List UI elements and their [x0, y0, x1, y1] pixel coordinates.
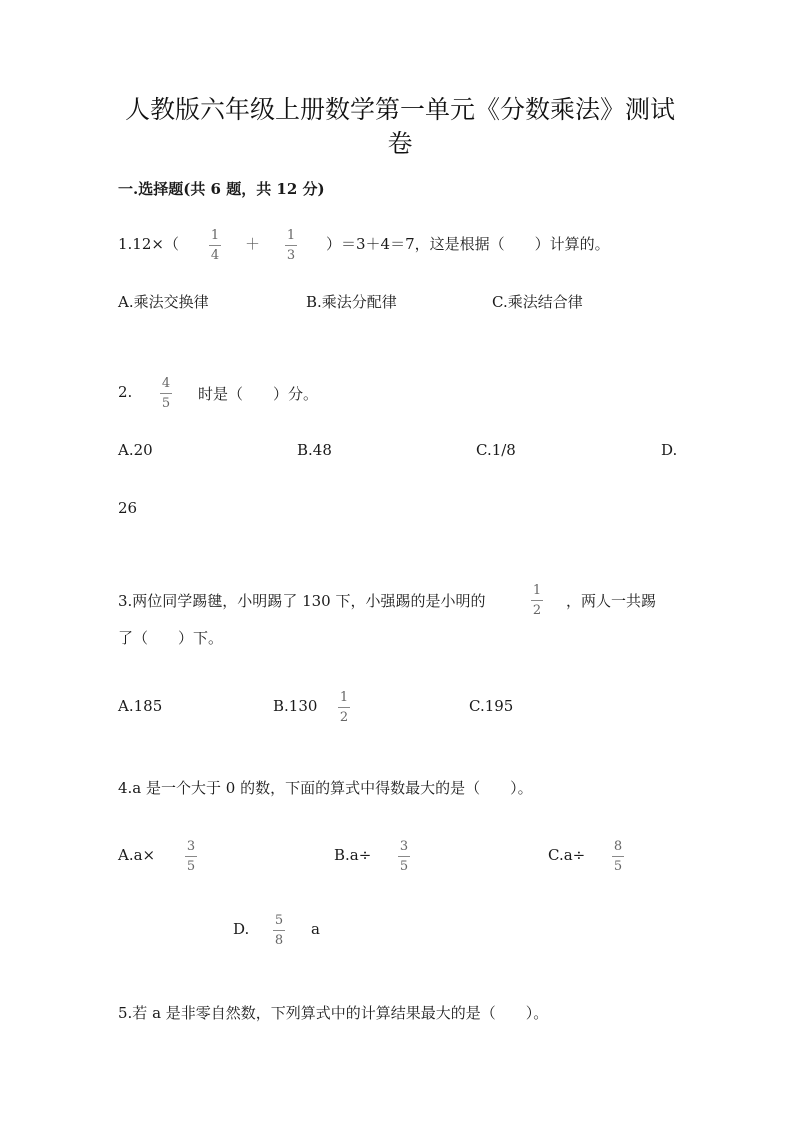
fraction-bar	[285, 245, 297, 246]
fraction-bar	[273, 930, 285, 931]
question-4-text: 4.a 是一个大于 0 的数，下面的算式中得数最大的是（ ）。	[118, 779, 533, 797]
fraction-numerator: 3	[399, 839, 409, 854]
question-2-suffix: 时是（ ）分。	[198, 385, 319, 403]
fraction-bar	[531, 600, 543, 601]
question-1-prefix: 1.12×（	[118, 235, 179, 253]
fraction-bar	[160, 393, 172, 394]
fraction-1-4	[209, 228, 221, 263]
fraction-bar	[338, 707, 350, 708]
page-title: 人教版六年级上册数学第一单元《分数乘法》测试	[124, 95, 675, 124]
fraction-denominator: 8	[274, 933, 284, 948]
option-c: C.195	[469, 697, 514, 715]
fraction-bar	[612, 856, 624, 857]
question-1-suffix: ）＝3＋4＝7，这是根据（ ）计算的。	[326, 235, 610, 253]
option-c: C.乘法结合律	[492, 293, 583, 311]
fraction-numerator: 1	[210, 228, 220, 243]
option-b: B.48	[297, 441, 332, 459]
option-b: B.a÷	[334, 846, 372, 864]
fraction-bar	[398, 856, 410, 857]
fraction-numerator: 4	[161, 376, 171, 391]
fraction-1-2	[338, 690, 350, 725]
fraction-denominator: 5	[613, 859, 623, 874]
option-d-tail: a	[311, 920, 320, 938]
option-b: B.130	[273, 697, 318, 715]
question-5-text: 5.若 a 是非零自然数，下列算式中的计算结果最大的是（ ）。	[118, 1004, 549, 1022]
fraction-1-2	[531, 583, 543, 618]
question-3-text-line2: 了（ ）下。	[118, 629, 224, 647]
fraction-numerator: 1	[286, 228, 296, 243]
fraction-denominator: 2	[532, 603, 542, 618]
plus-sign: ＋	[245, 235, 261, 253]
option-a: A.a×	[118, 846, 156, 864]
fraction-numerator: 1	[532, 583, 542, 598]
section-heading: 一.选择题(共 6 题，共 12 分)	[118, 180, 325, 198]
fraction-denominator: 4	[210, 248, 220, 263]
fraction-denominator: 5	[161, 396, 171, 411]
option-a: A.20	[118, 441, 153, 459]
option-d: D.	[233, 920, 250, 938]
fraction-8-5	[612, 839, 624, 874]
option-d-value: 26	[118, 499, 138, 517]
fraction-denominator: 2	[339, 710, 349, 725]
page-title-continued: 卷	[387, 129, 413, 158]
fraction-bar	[209, 245, 221, 246]
fraction-denominator: 5	[399, 859, 409, 874]
fraction-3-5	[398, 839, 410, 874]
fraction-bar	[185, 856, 197, 857]
fraction-5-8	[273, 913, 285, 948]
option-c: C.a÷	[548, 846, 586, 864]
option-a: A.185	[118, 697, 163, 715]
option-a: A.乘法交换律	[118, 293, 209, 311]
fraction-denominator: 5	[186, 859, 196, 874]
fraction-numerator: 1	[339, 690, 349, 705]
fraction-3-5	[185, 839, 197, 874]
option-c: C.1/8	[476, 441, 516, 459]
fraction-denominator: 3	[286, 248, 296, 263]
fraction-numerator: 5	[274, 913, 284, 928]
fraction-4-5	[160, 376, 172, 411]
question-2-prefix: 2.	[118, 383, 133, 401]
fraction-1-3	[285, 228, 297, 263]
fraction-numerator: 3	[186, 839, 196, 854]
question-3-text-tail: ，两人一共踢	[566, 592, 657, 610]
fraction-numerator: 8	[613, 839, 623, 854]
option-d: D.	[661, 441, 678, 459]
option-b: B.乘法分配律	[306, 293, 397, 311]
question-3-text: 3.两位同学踢毽，小明踢了 130 下，小强踢的是小明的	[118, 592, 486, 610]
